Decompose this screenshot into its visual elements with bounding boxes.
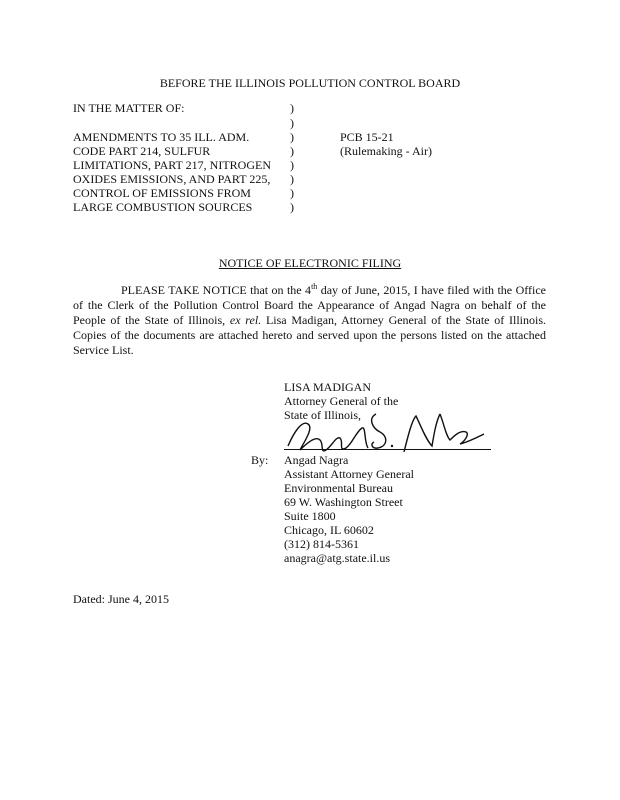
caption-line: CONTROL OF EMISSIONS FROM [73, 186, 251, 200]
notice-body [73, 283, 546, 358]
caption-line: CODE PART 214, SULFUR [73, 144, 211, 158]
caption-paren: ) [290, 130, 294, 144]
ag-title-line-1: Attorney General of the [284, 394, 399, 408]
ag-title-line-2: State of Illinois, [284, 408, 361, 422]
matter-label: IN THE MATTER OF: [73, 101, 185, 115]
ordinal-suffix: th [311, 282, 318, 291]
caption-paren: ) [290, 116, 294, 130]
caption-line: LARGE COMBUSTION SOURCES [73, 200, 253, 214]
board-heading: BEFORE THE ILLINOIS POLLUTION CONTROL BOARD [159, 76, 461, 90]
signer-bureau: Environmental Bureau [284, 481, 393, 495]
caption-line: LIMITATIONS, PART 217, NITROGEN [73, 158, 271, 172]
caption-paren: ) [290, 200, 294, 214]
ag-name: LISA MADIGAN [284, 380, 371, 394]
notice-text: day of June, 2015, I have filed with the Office of the Clerk of the Pollution Control Board the Appearance of Angad Nagra on behalf of the People of the State of Illinois, [73, 283, 546, 327]
signer-name: Angad Nagra [284, 453, 349, 467]
caption-paren: ) [290, 158, 294, 172]
caption-paren: ) [290, 101, 294, 115]
case-number: PCB 15-21 [340, 130, 394, 144]
signer-phone: (312) 814-5361 [284, 537, 359, 551]
by-label: By: [251, 453, 269, 467]
signer-title: Assistant Attorney General [284, 467, 414, 481]
caption-paren: ) [290, 172, 294, 186]
notice-title [0, 256, 620, 270]
case-type: (Rulemaking - Air) [340, 144, 432, 158]
caption-line: OXIDES EMISSIONS, AND PART 225, [73, 172, 271, 186]
caption-paren: ) [290, 186, 294, 200]
caption-line: AMENDMENTS TO 35 ILL. ADM. [73, 130, 250, 144]
signer-street: 69 W. Washington Street [284, 495, 403, 509]
caption-paren: ) [290, 144, 294, 158]
ex-rel-text: ex rel. [229, 313, 262, 327]
notice-text: PLEASE TAKE NOTICE that on the 4 [121, 283, 312, 297]
signer-email: anagra@atg.state.il.us [284, 551, 391, 565]
notice-paragraph [73, 283, 546, 358]
signer-city: Chicago, IL 60602 [284, 523, 374, 537]
notice-title-text: NOTICE OF ELECTRONIC FILING [218, 256, 402, 270]
notice-text: Lisa Madigan, Attorney General of the State of Illinois. Copies of the documents are attached hereto and served upon the persons listed on the attached Service List. [73, 313, 547, 357]
signature-line [284, 449, 491, 450]
signer-suite: Suite 1800 [284, 509, 336, 523]
dated-line: Dated: June 4, 2015 [73, 592, 169, 606]
